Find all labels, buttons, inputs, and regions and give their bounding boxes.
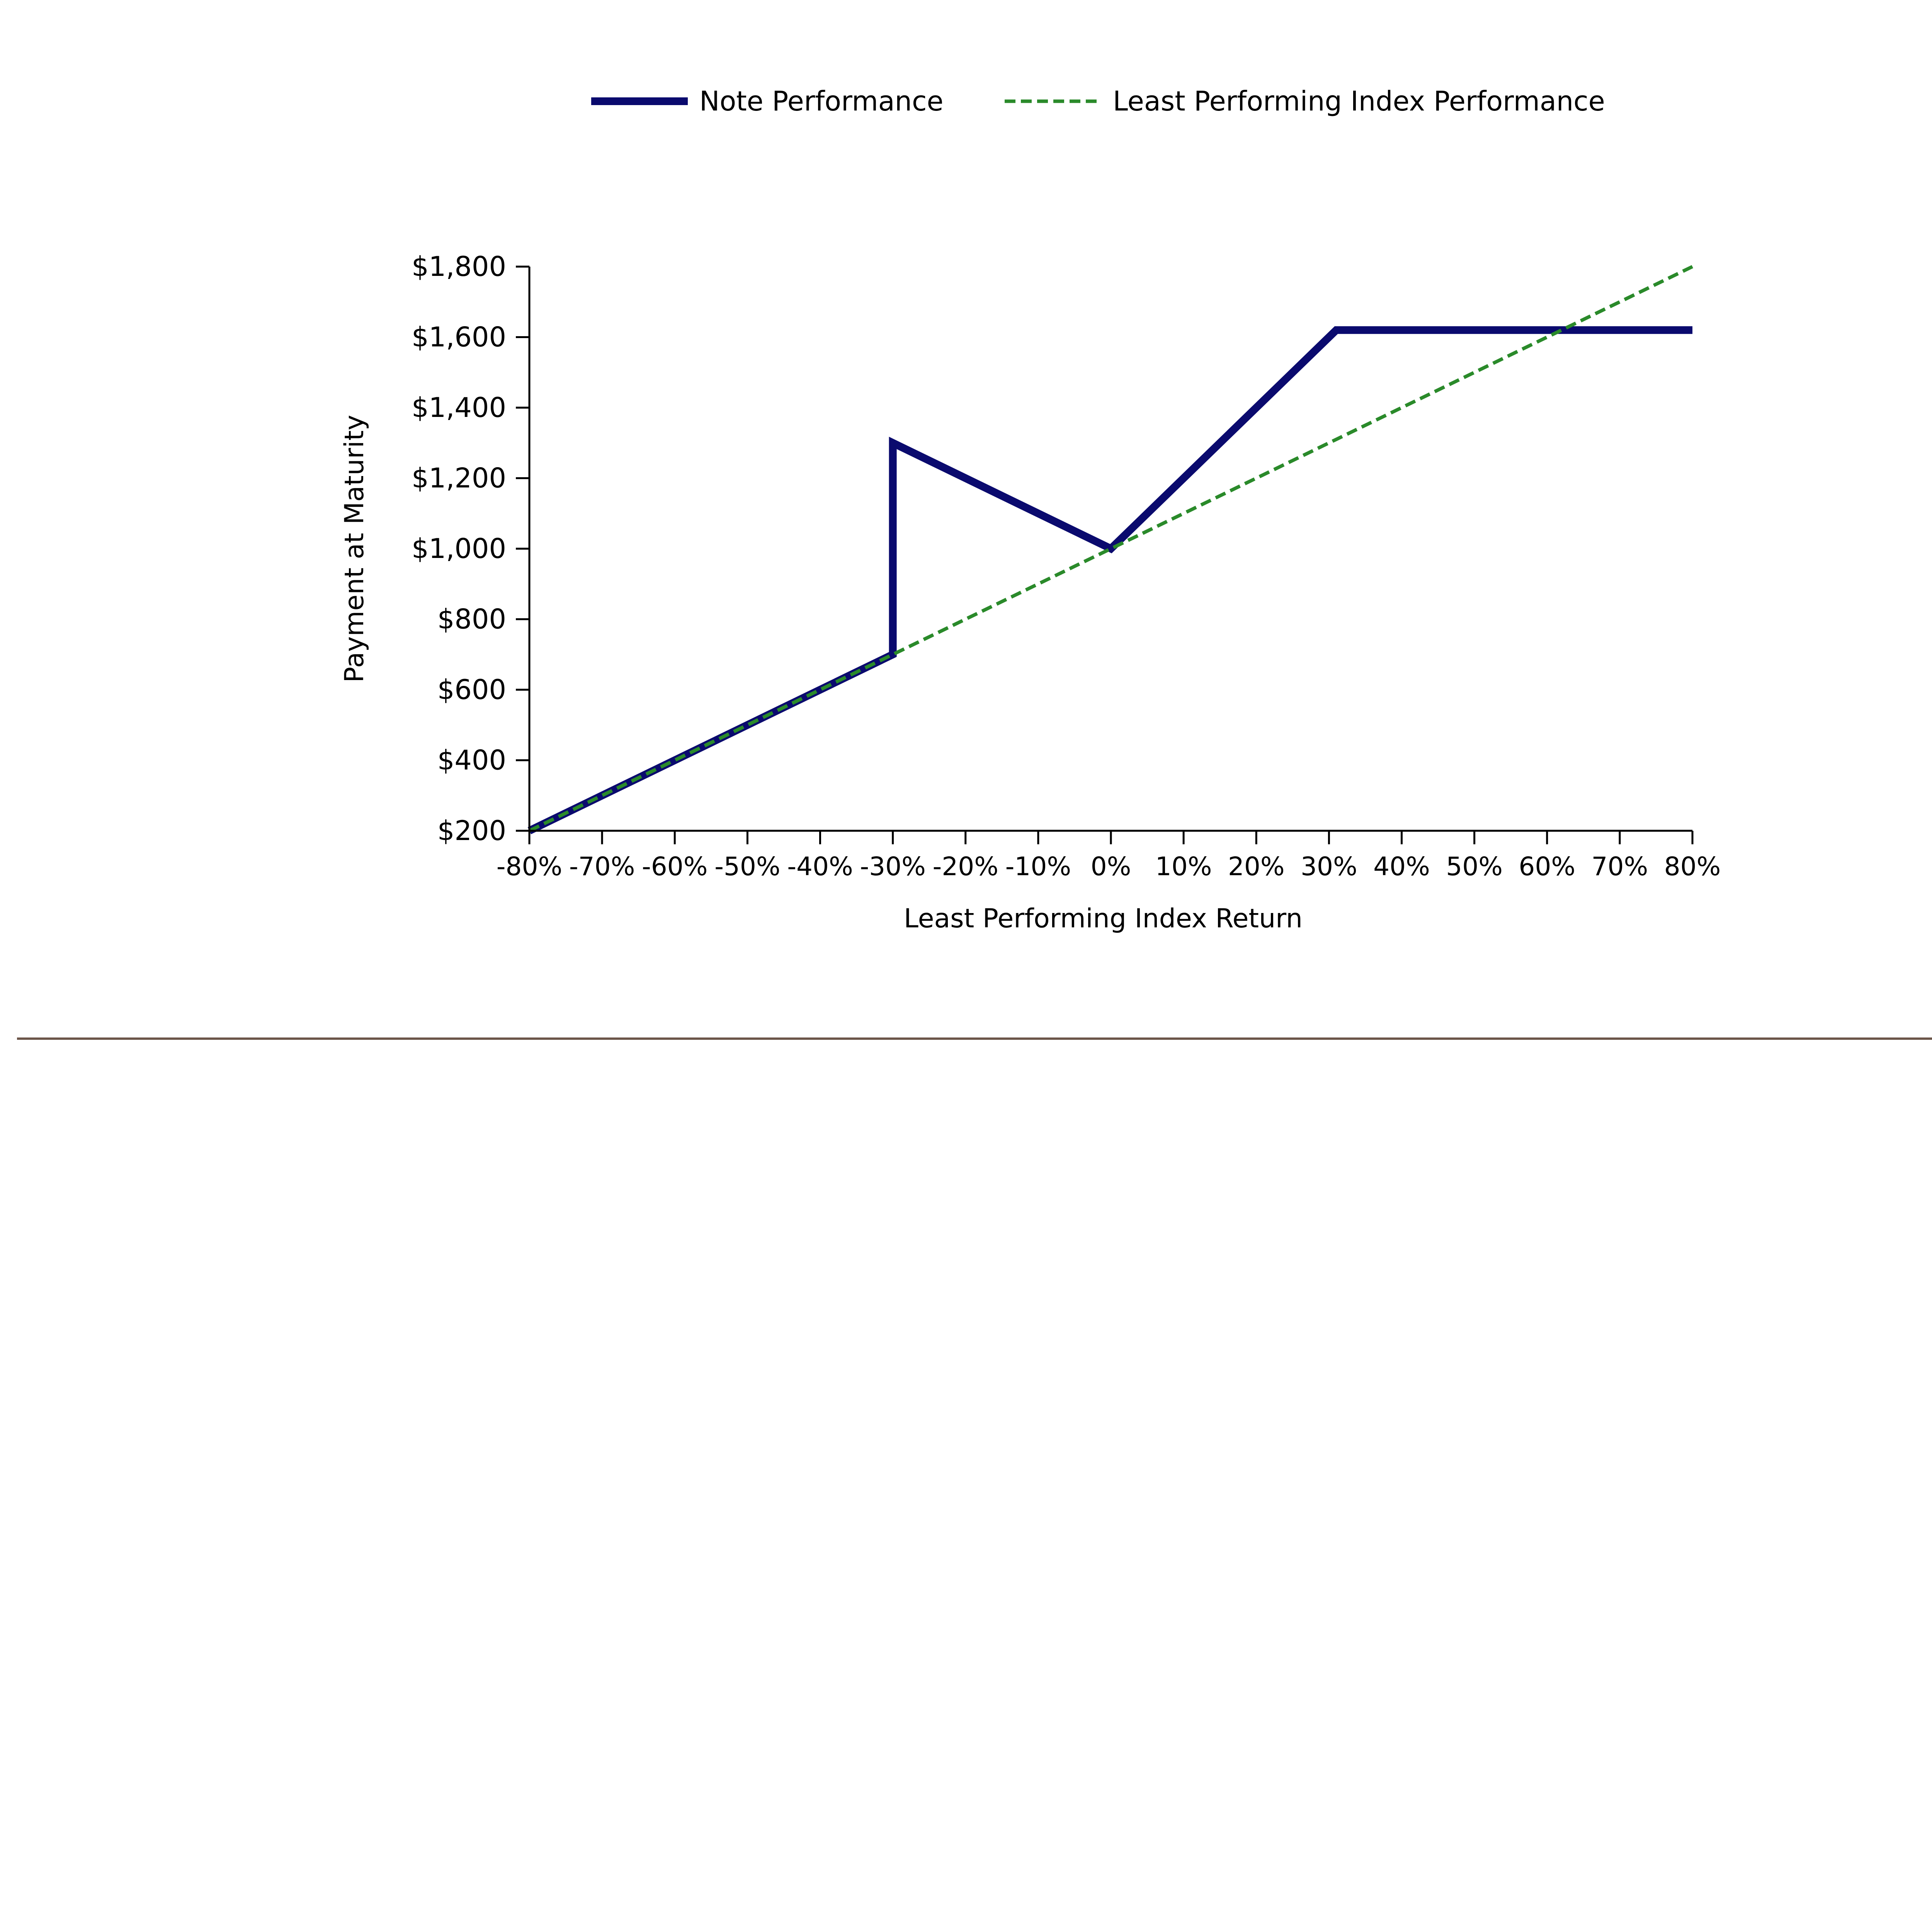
- y-axis-title: Payment at Maturity: [339, 415, 370, 683]
- y-tick-label: $1,000: [412, 533, 506, 565]
- legend: [591, 85, 1605, 117]
- y-tick-label: $1,600: [412, 321, 506, 353]
- x-tick-label: -60%: [641, 852, 708, 881]
- y-tick-label: $1,400: [412, 392, 506, 423]
- x-tick-label: -80%: [496, 852, 563, 881]
- y-tick-label: $600: [437, 674, 506, 706]
- series-line-note-performance: [529, 330, 1692, 831]
- y-tick-label: $800: [437, 603, 506, 635]
- top-divider: [17, 1037, 1932, 1040]
- x-tick-label: 30%: [1301, 852, 1357, 881]
- y-tick-label: $200: [437, 815, 506, 847]
- x-tick-label: -50%: [714, 852, 781, 881]
- x-tick-label: -30%: [860, 852, 926, 881]
- x-tick-label: -70%: [569, 852, 635, 881]
- x-tick-label: -20%: [932, 852, 999, 881]
- axes: [412, 251, 1721, 881]
- x-tick-label: 80%: [1664, 852, 1721, 881]
- x-tick-label: 70%: [1591, 852, 1648, 881]
- x-tick-label: 20%: [1228, 852, 1285, 881]
- x-tick-label: 50%: [1446, 852, 1503, 881]
- x-tick-label: 0%: [1090, 852, 1131, 881]
- x-tick-label: -40%: [787, 852, 853, 881]
- y-tick-label: $1,200: [412, 462, 506, 494]
- y-tick-label: $1,800: [412, 251, 506, 282]
- legend-label: Least Performing Index Performance: [1113, 85, 1605, 117]
- x-tick-label: -10%: [1005, 852, 1071, 881]
- y-tick-label: $400: [437, 744, 506, 776]
- series-layer: [529, 267, 1692, 831]
- x-tick-label: 40%: [1373, 852, 1430, 881]
- x-axis-title: Least Performing Index Return: [903, 903, 1303, 934]
- legend-label: Note Performance: [699, 85, 944, 117]
- x-tick-label: 10%: [1155, 852, 1212, 881]
- x-tick-label: 60%: [1519, 852, 1576, 881]
